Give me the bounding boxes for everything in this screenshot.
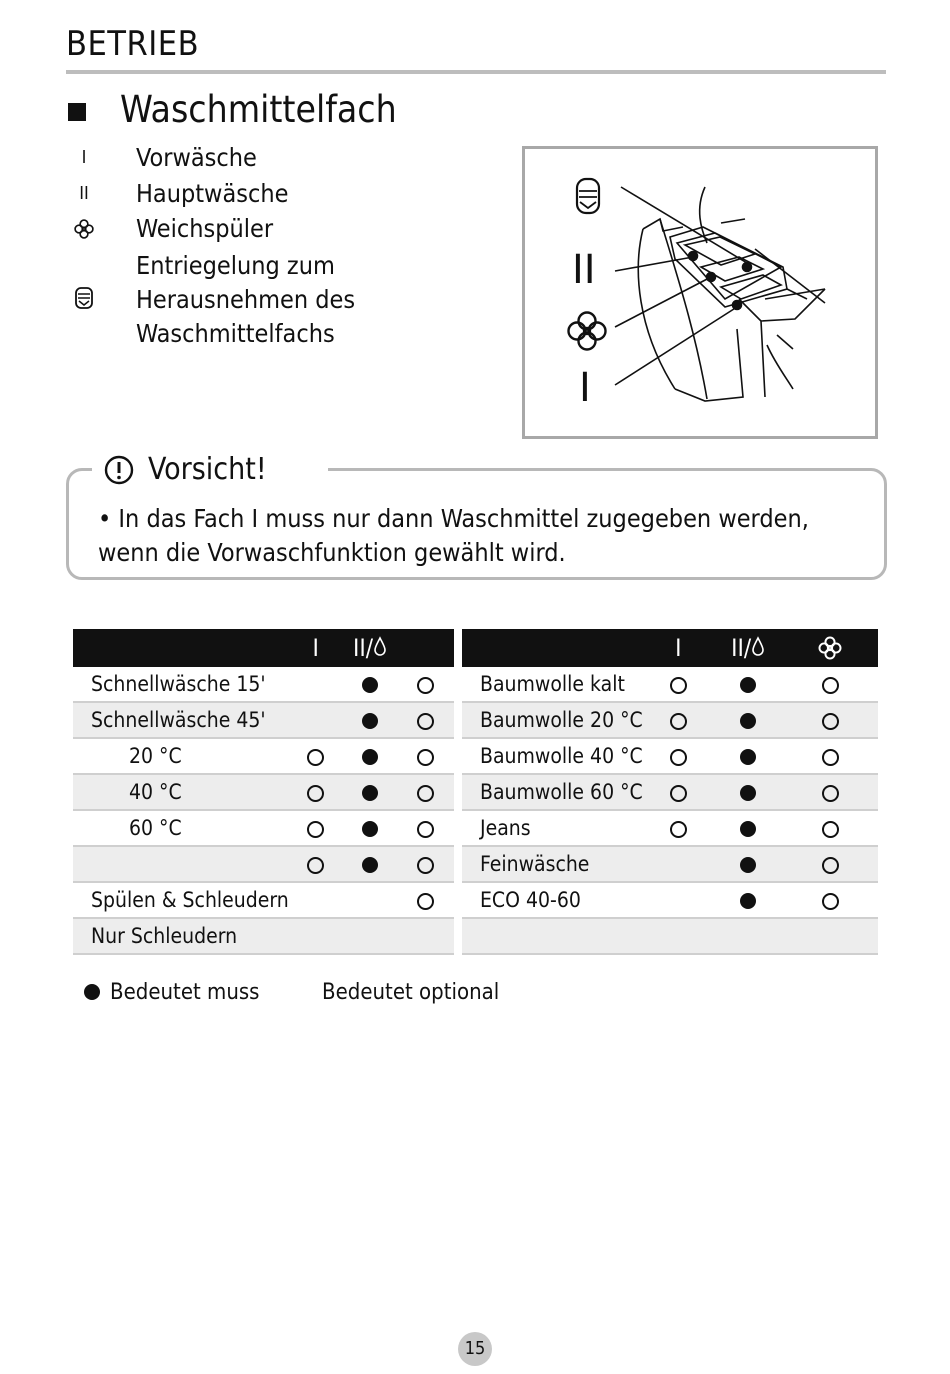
programme-name bbox=[73, 846, 289, 882]
programme-table-right bbox=[462, 629, 878, 955]
caution-title: Vorsicht! bbox=[148, 452, 267, 487]
compartment-cell bbox=[643, 918, 714, 954]
compartment-cell bbox=[643, 774, 714, 810]
open-circle-icon bbox=[822, 857, 839, 874]
mainwash-symbol: II bbox=[79, 183, 89, 204]
compartment-cell bbox=[714, 774, 782, 810]
compartment-cell bbox=[782, 846, 878, 882]
compartment-cell bbox=[343, 667, 398, 702]
open-circle-icon bbox=[670, 821, 687, 838]
filled-dot-icon bbox=[362, 785, 378, 801]
table-row bbox=[462, 882, 878, 918]
compartment-cell bbox=[343, 846, 398, 882]
filled-dot-icon bbox=[740, 893, 756, 909]
compartment-cell bbox=[398, 882, 455, 918]
prewash-symbol: I bbox=[81, 147, 87, 168]
open-circle-icon bbox=[670, 677, 687, 694]
compartment-cell bbox=[714, 810, 782, 846]
drawer-drawing bbox=[638, 187, 825, 401]
open-circle-icon bbox=[670, 749, 687, 766]
compartment-cell bbox=[343, 810, 398, 846]
compartment-cell bbox=[643, 882, 714, 918]
compartment-cell bbox=[714, 667, 782, 702]
programme-name: Baumwolle 40 °C bbox=[462, 738, 643, 774]
open-circle-icon bbox=[670, 713, 687, 730]
lock-icon bbox=[66, 285, 102, 319]
compartment-cell bbox=[289, 846, 343, 882]
open-circle-icon bbox=[417, 749, 434, 766]
compartment-cell bbox=[398, 667, 455, 702]
legend-label: Vorwäsche bbox=[136, 143, 257, 172]
compartment-cell bbox=[343, 774, 398, 810]
section-title: Waschmittelfach bbox=[120, 88, 397, 131]
compartment-cell bbox=[343, 702, 398, 738]
open-circle-icon bbox=[417, 785, 434, 802]
compartment-cell bbox=[782, 810, 878, 846]
table-row bbox=[73, 774, 454, 810]
filled-dot-icon bbox=[362, 677, 378, 693]
open-circle-icon bbox=[417, 857, 434, 874]
table-row bbox=[73, 918, 454, 954]
open-circle-icon bbox=[417, 821, 434, 838]
drop-icon bbox=[751, 636, 765, 656]
page-number: 15 bbox=[458, 1332, 492, 1366]
filled-dot-icon bbox=[362, 821, 378, 837]
compartment-cell bbox=[643, 702, 714, 738]
mainwash-label: II bbox=[572, 247, 596, 293]
header-prewash: I bbox=[643, 629, 714, 667]
programme-name: 60 °C bbox=[73, 810, 289, 846]
compartment-cell bbox=[398, 846, 455, 882]
filled-dot-icon bbox=[362, 749, 378, 765]
programme-name: Baumwolle kalt bbox=[462, 667, 643, 702]
compartment-cell bbox=[782, 882, 878, 918]
table-row bbox=[462, 702, 878, 738]
programme-name: Schnellwäsche 45' bbox=[73, 702, 289, 738]
programme-name: Feinwäsche bbox=[462, 846, 643, 882]
table-row bbox=[462, 774, 878, 810]
open-circle-icon bbox=[307, 749, 324, 766]
legend-optional bbox=[322, 980, 499, 1005]
compartment-cell bbox=[643, 846, 714, 882]
programme-name: Spülen & Schleudern bbox=[73, 882, 289, 918]
compartment-cell bbox=[782, 702, 878, 738]
header-empty bbox=[398, 629, 455, 667]
compartment-cell bbox=[714, 738, 782, 774]
open-circle-icon bbox=[307, 857, 324, 874]
open-circle-icon bbox=[417, 677, 434, 694]
programme-name: 20 °C bbox=[73, 738, 289, 774]
compartment-cell bbox=[782, 918, 878, 954]
compartment-cell bbox=[289, 882, 343, 918]
compartment-cell bbox=[714, 846, 782, 882]
filled-dot-icon bbox=[740, 857, 756, 873]
legend-label: Weichspüler bbox=[136, 214, 274, 243]
header-mainwash-label: II/ bbox=[731, 634, 752, 662]
compartment-cell bbox=[343, 738, 398, 774]
programme-name: Nur Schleudern bbox=[73, 918, 289, 954]
header-mainwash bbox=[714, 629, 782, 667]
programme-name: Jeans bbox=[462, 810, 643, 846]
table-row bbox=[73, 810, 454, 846]
compartment-cell bbox=[714, 918, 782, 954]
open-circle-icon bbox=[822, 677, 839, 694]
table-row bbox=[73, 667, 454, 702]
open-circle-icon bbox=[822, 821, 839, 838]
table-header-name bbox=[462, 629, 643, 667]
legend-must bbox=[84, 980, 260, 1005]
warning-icon bbox=[104, 455, 134, 485]
legend-must-label: Bedeutet muss bbox=[110, 980, 260, 1005]
flower-icon bbox=[569, 313, 606, 350]
drawer-illustration bbox=[522, 146, 878, 439]
table-row bbox=[462, 918, 878, 954]
compartment-cell bbox=[714, 882, 782, 918]
compartment-cell bbox=[782, 667, 878, 702]
legend-label-line: Entriegelung zum bbox=[136, 251, 335, 280]
prewash-label: I bbox=[579, 365, 591, 411]
compartment-cell bbox=[398, 918, 455, 954]
compartment-cell bbox=[289, 702, 343, 738]
filled-dot-icon bbox=[740, 821, 756, 837]
open-circle-icon bbox=[307, 821, 324, 838]
lock-icon bbox=[577, 179, 599, 213]
legend-label-line: Waschmittelfachs bbox=[136, 319, 335, 348]
filled-dot-icon bbox=[740, 713, 756, 729]
table-row bbox=[462, 810, 878, 846]
compartment-cell bbox=[782, 738, 878, 774]
open-circle-icon bbox=[307, 785, 324, 802]
open-circle-icon bbox=[822, 749, 839, 766]
compartment-cell bbox=[343, 882, 398, 918]
open-circle-icon bbox=[670, 785, 687, 802]
open-circle-icon bbox=[417, 893, 434, 910]
open-circle-icon bbox=[822, 713, 839, 730]
filled-dot-icon bbox=[740, 677, 756, 693]
programme-name bbox=[462, 918, 643, 954]
table-row bbox=[73, 738, 454, 774]
table-row bbox=[73, 702, 454, 738]
open-circle-icon bbox=[822, 785, 839, 802]
compartment-cell bbox=[289, 774, 343, 810]
programme-name: Schnellwäsche 15' bbox=[73, 667, 289, 702]
programme-name: Baumwolle 20 °C bbox=[462, 702, 643, 738]
compartment-cell bbox=[714, 702, 782, 738]
compartment-cell bbox=[289, 918, 343, 954]
open-circle-icon bbox=[417, 713, 434, 730]
filled-dot-icon bbox=[740, 749, 756, 765]
compartment-cell bbox=[782, 774, 878, 810]
programme-name: Baumwolle 60 °C bbox=[462, 774, 643, 810]
header-mainwash bbox=[343, 629, 398, 667]
programme-name: ECO 40-60 bbox=[462, 882, 643, 918]
table-header-name bbox=[73, 629, 289, 667]
compartment-cell bbox=[398, 738, 455, 774]
flower-icon bbox=[66, 212, 102, 249]
legend-optional-label: Bedeutet optional bbox=[322, 980, 500, 1005]
flower-icon bbox=[817, 635, 843, 661]
compartment-cell bbox=[643, 810, 714, 846]
caution-text: • In das Fach I muss nur dann Waschmittel zugegeben werden, wenn die Vorwaschfunktion gewählt wird. bbox=[98, 504, 809, 567]
table-row bbox=[462, 667, 878, 702]
compartment-cell bbox=[289, 738, 343, 774]
compartment-cell bbox=[643, 738, 714, 774]
legend-label-line: Herausnehmen des bbox=[136, 285, 356, 314]
header-prewash: I bbox=[289, 629, 343, 667]
table-row bbox=[73, 882, 454, 918]
open-circle-icon bbox=[822, 893, 839, 910]
table-row bbox=[462, 738, 878, 774]
compartment-cell bbox=[289, 667, 343, 702]
programme-name: 40 °C bbox=[73, 774, 289, 810]
filled-dot-icon bbox=[84, 984, 100, 1000]
table-row bbox=[462, 846, 878, 882]
compartment-cell bbox=[398, 810, 455, 846]
header-rule bbox=[66, 70, 886, 74]
compartment-cell bbox=[289, 810, 343, 846]
compartment-cell bbox=[398, 702, 455, 738]
header-mainwash-label: II/ bbox=[353, 634, 374, 662]
compartment-cell bbox=[398, 774, 455, 810]
page-header-title: BETRIEB bbox=[66, 24, 200, 64]
programme-table-left bbox=[73, 629, 454, 955]
compartment-cell bbox=[643, 667, 714, 702]
header-softener bbox=[782, 629, 878, 667]
filled-dot-icon bbox=[362, 857, 378, 873]
compartment-cell bbox=[343, 918, 398, 954]
section-bullet bbox=[68, 103, 86, 121]
filled-dot-icon bbox=[740, 785, 756, 801]
table-row bbox=[73, 846, 454, 882]
leader-lines bbox=[615, 187, 752, 385]
drop-icon bbox=[373, 636, 387, 656]
legend-label: Hauptwäsche bbox=[136, 179, 289, 208]
filled-dot-icon bbox=[362, 713, 378, 729]
